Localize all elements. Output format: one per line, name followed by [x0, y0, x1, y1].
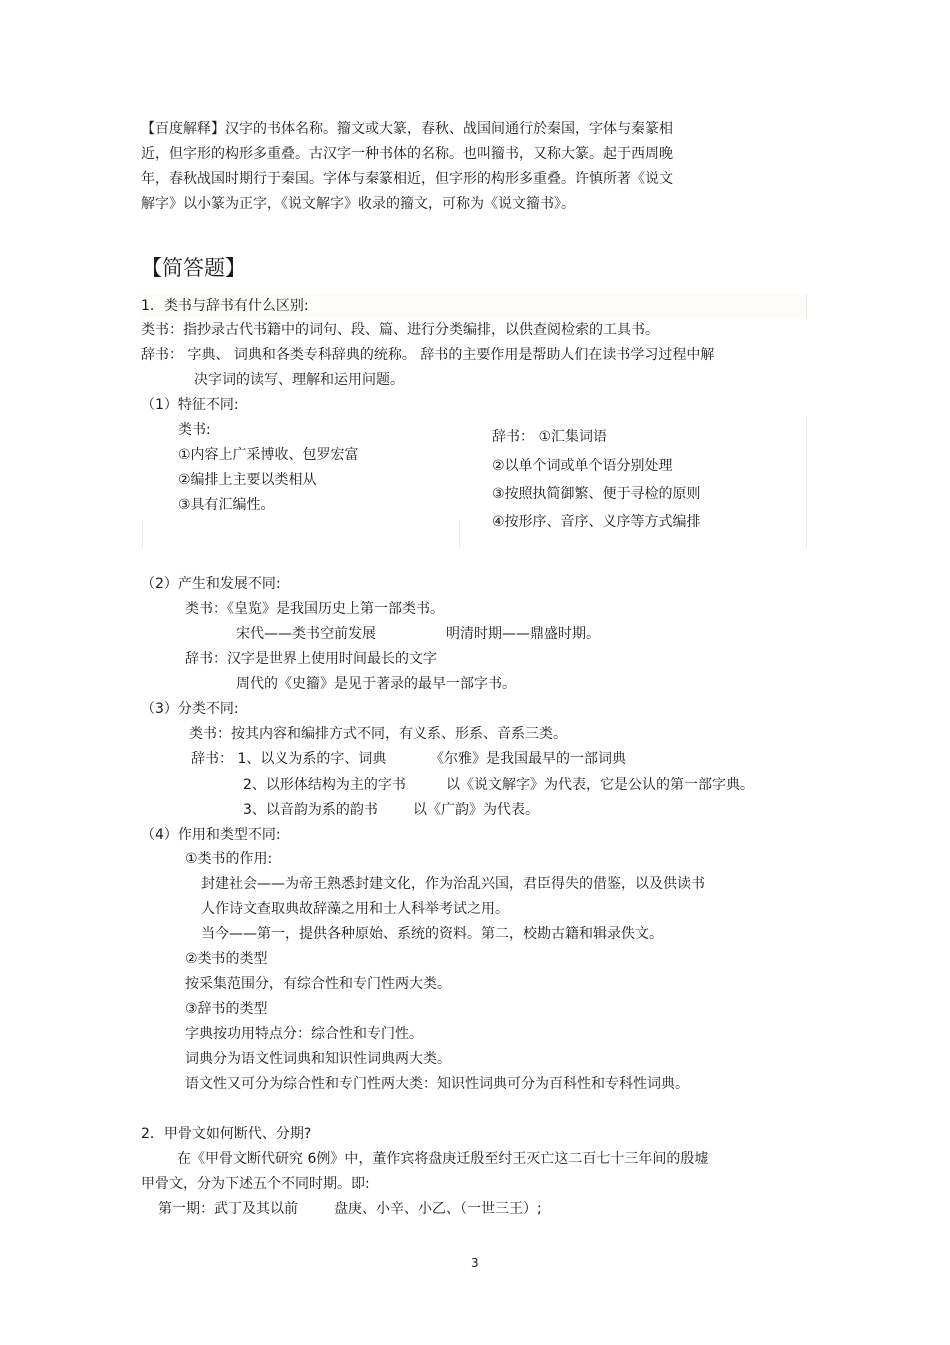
table-divider-left	[142, 520, 143, 548]
part-4-line: 语文性又可分为综合性和专门性两大类：知识性词典可分为百科性和专科性词典。	[185, 1076, 689, 1092]
part-3-line: 辞书： 1、以义为系的字、词典	[191, 751, 387, 767]
part-4-line: 当今——第一，提供各种原始、系统的资料。第二，校勘古籍和辑录佚文。	[201, 926, 663, 942]
intro-line-2: 近，但字形的构形多重叠。古汉字一种书体的名称。也叫籀书，又称大篆。起于西周晚	[141, 146, 673, 162]
q2-line: 第一期：武丁及其以前	[158, 1201, 298, 1217]
part-4-line: ②类书的类型	[185, 951, 268, 967]
part-3-line: 以《广韵》为代表。	[413, 802, 539, 818]
part-2-line: 类书：《皇览》是我国历史上第一部类书。	[185, 601, 444, 617]
leishu-definition: 类书：指抄录古代书籍中的词句、段、篇、进行分类编排，以供查阅检索的工具书。	[141, 322, 659, 338]
cishu-feature-item: ④按形序、音序、义序等方式编排	[492, 514, 701, 530]
part-4-line: 按采集范围分，有综合性和专门性两大类。	[185, 976, 451, 992]
part-1-title: （1）特征不同:	[141, 397, 239, 413]
intro-line-3: 年，春秋战国时期行于秦国。字体与秦篆相近，但字形的构形多重叠。许慎所著《说文	[141, 171, 673, 187]
cishu-feature-item: ③按照执简御繁、便于寻检的原则	[492, 486, 701, 502]
part-3-line: 《尔雅》是我国最早的一部词典	[430, 751, 626, 767]
divider	[806, 294, 807, 318]
q1-title: 1．类书与辞书有什么区别:	[141, 298, 309, 314]
table-divider-middle	[459, 520, 460, 548]
part-2-line: 周代的《史籀》是见于著录的最早一部字书。	[236, 676, 516, 692]
part-4-title: （4）作用和类型不同:	[141, 827, 281, 843]
section-title: 【简答题】	[141, 256, 246, 280]
leishu-features-label: 类书:	[178, 422, 211, 438]
part-2-line: 辞书：汉字是世界上使用时间最长的文字	[185, 651, 437, 667]
q2-line: 盘庚、小辛、小乙、（一世三王）;	[334, 1201, 542, 1217]
part-4-line: 封建社会——为帝王熟悉封建文化，作为治乱兴国，君臣得失的借鉴，以及供读书	[201, 876, 705, 892]
cishu-feature-item: ②以单个词或单个语分别处理	[492, 458, 673, 474]
leishu-feature-item: ①内容上广采博收、包罗宏富	[178, 447, 359, 463]
cishu-feature-item: 辞书： ①汇集词语	[492, 429, 608, 445]
part-4-line: 字典按功用特点分：综合性和专门性。	[185, 1026, 423, 1042]
part-4-line: ①类书的作用:	[185, 851, 273, 867]
part-2-title: （2）产生和发展不同:	[141, 576, 281, 592]
part-4-line: 人作诗文查取典故辞藻之用和士人科举考试之用。	[201, 901, 509, 917]
part-4-line: ③辞书的类型	[185, 1001, 268, 1017]
part-3-line: 以《说文解字》为代表，它是公认的第一部字典。	[446, 777, 754, 793]
part-2-line: 明清时期——鼎盛时期。	[446, 626, 600, 642]
page-number: 3	[471, 1256, 479, 1270]
intro-line-4: 解字》以小篆为正字，《说文解字》收录的籀文，可称为《说文籀书》。	[141, 196, 575, 212]
table-divider-right	[806, 416, 807, 548]
leishu-feature-item: ②编排上主要以类相从	[178, 472, 317, 488]
part-4-line: 词典分为语文性词典和知识性词典两大类。	[185, 1051, 451, 1067]
cishu-definition-line-1: 辞书： 字典、 词典和各类专科辞典的统称。 辞书的主要作用是帮助人们在读书学习过程中解	[141, 347, 715, 363]
q2-title: 2．甲骨文如何断代、分期?	[141, 1126, 312, 1142]
q2-line: 甲骨文，分为下述五个不同时期。即:	[141, 1176, 370, 1192]
cishu-definition-line-2: 决字词的读写、理解和运用问题。	[194, 372, 404, 388]
intro-line-1: 【百度解释】汉字的书体名称。籀文或大篆，春秋、战国间通行於秦国，字体与秦篆相	[141, 121, 673, 137]
leishu-feature-item: ③具有汇编性。	[178, 497, 275, 513]
part-3-line: 3、以音韵为系的韵书	[243, 802, 378, 818]
part-3-line: 2、以形体结构为主的字书	[243, 777, 406, 793]
part-2-line: 宋代——类书空前发展	[236, 626, 376, 642]
part-3-title: （3）分类不同:	[141, 701, 239, 717]
part-3-line: 类书：按其内容和编排方式不同，有义系、形系、音系三类。	[189, 726, 567, 742]
q2-line: 在《甲骨文断代研究 6例》中，董作宾将盘庚迁殷至纣王灭亡这二百七十三年间的殷墟	[177, 1151, 709, 1167]
